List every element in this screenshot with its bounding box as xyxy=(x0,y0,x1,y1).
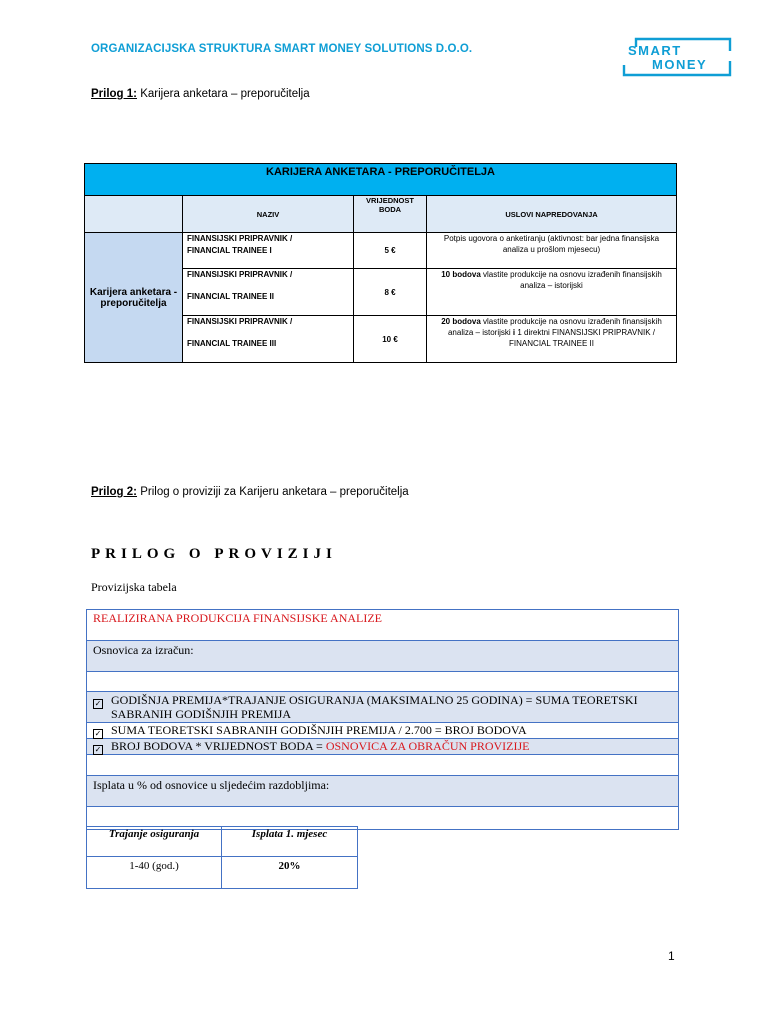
career-table-title: KARIJERA ANKETARA - PREPORUČITELJA xyxy=(85,164,677,196)
header-empty-cell xyxy=(85,196,183,233)
check-text xyxy=(111,739,530,754)
condition-points: 10 bodova xyxy=(441,270,481,279)
row-name-line: FINANSIJSKI PRIPRAVNIK / xyxy=(187,270,293,279)
row-name-line: FINANCIAL TRAINEE III xyxy=(187,339,277,348)
row-condition xyxy=(427,316,677,363)
commission-check-row xyxy=(87,739,678,755)
table-row xyxy=(87,857,358,889)
org-title: ORGANIZACIJSKA STRUKTURA SMART MONEY SOLUTIONS D.O.O. xyxy=(91,43,473,55)
row-condition xyxy=(427,269,677,316)
check-text: GODIŠNJA PREMIJA*TRAJANJE OSIGURANJA (MAKSIMALNO 25 GODINA) = SUMA TEORETSKI SABRANIH GODIŠNJIH PREMIJA xyxy=(111,693,638,721)
condition-points: 20 bodova xyxy=(441,317,481,326)
row-value: 10 € xyxy=(354,316,427,363)
row-condition: Potpis ugovora o anketiranju (aktivnost: bar jedna finansijska analiza u prošlom mjesecu) xyxy=(427,233,677,269)
row-name-line: FINANCIAL TRAINEE I xyxy=(187,246,272,255)
prilog-1-text: Karijera anketara – preporučitelja xyxy=(137,88,310,100)
row-value: 8 € xyxy=(354,269,427,316)
commission-table xyxy=(86,609,679,830)
commission-row-title: REALIZIRANA PRODUKCIJA FINANSIJSKE ANALIZE xyxy=(87,610,678,641)
commission-row-empty xyxy=(87,755,678,776)
section-title: PRILOG O PROVIZIJI xyxy=(91,546,337,562)
checkbox-icon: ✓ xyxy=(94,729,102,738)
row-value: 5 € xyxy=(354,233,427,269)
check-text-highlight: OSNOVICA ZA OBRAČUN PROVIZIJE xyxy=(325,739,530,753)
commission-row-isplata: Isplata u % od osnovice u sljedećim razdobljima: xyxy=(87,776,678,807)
payout-header-isplata: Isplata 1. mjesec xyxy=(222,827,358,857)
header-naziv: NAZIV xyxy=(183,196,354,233)
header-uslovi: USLOVI NAPREDOVANJA xyxy=(427,196,677,233)
commission-check-row xyxy=(87,723,678,739)
prilog-1-caption xyxy=(91,88,310,100)
check-text: SUMA TEORETSKI SABRANIH GODIŠNJIH PREMIJA / 2.700 = BROJ BODOVA xyxy=(111,723,527,737)
row-name xyxy=(183,269,354,316)
prilog-2-text: Prilog o proviziji za Karijeru anketara – preporučitelja xyxy=(137,486,409,498)
logo-line1: SMART xyxy=(628,43,682,58)
row-name xyxy=(183,316,354,363)
condition-text: vlastite produkcije na osnovu izrađenih finansijskih analiza – istorijski xyxy=(447,317,662,337)
payout-table xyxy=(86,826,358,889)
career-side-label: Karijera anketara - preporučitelja xyxy=(85,233,183,363)
commission-check-row xyxy=(87,692,678,723)
checkbox-icon: ✓ xyxy=(94,699,102,708)
row-name xyxy=(183,233,354,269)
payout-trajanje: 1-40 (god.) xyxy=(87,857,222,889)
condition-text: 1 direktni FINANSIJSKI PRIPRAVNIK / FINANCIAL TRAINEE II xyxy=(509,328,656,348)
section-subtitle: Provizijska tabela xyxy=(91,580,177,594)
check-text-part: BROJ BODOVA * VRIJEDNOST BODA = xyxy=(111,739,326,753)
prilog-2-label: Prilog 2: xyxy=(91,486,138,498)
payout-header-trajanje: Trajanje osiguranja xyxy=(87,827,222,857)
condition-text: vlastite produkcije na osnovu izrađenih finansijskih analiza – istorijski xyxy=(480,270,662,290)
row-name-line: FINANCIAL TRAINEE II xyxy=(187,292,274,301)
header-vrijednost: VRIJEDNOST BODA xyxy=(354,196,427,233)
prilog-1-label: Prilog 1: xyxy=(91,88,138,100)
table-row xyxy=(85,233,677,269)
checkbox-icon: ✓ xyxy=(94,745,102,754)
row-name-line: FINANSIJSKI PRIPRAVNIK / xyxy=(187,234,293,243)
row-name-line: FINANSIJSKI PRIPRAVNIK / xyxy=(187,317,293,326)
commission-row-osnovica: Osnovica za izračun: xyxy=(87,641,678,672)
condition-conjunction: i xyxy=(512,328,516,337)
commission-row-empty xyxy=(87,672,678,692)
prilog-2-caption xyxy=(91,486,409,498)
logo-line2: MONEY xyxy=(652,57,708,72)
page-number: 1 xyxy=(668,949,675,963)
career-table xyxy=(84,163,677,363)
smart-money-logo xyxy=(622,37,732,77)
payout-isplata: 20% xyxy=(222,857,358,889)
